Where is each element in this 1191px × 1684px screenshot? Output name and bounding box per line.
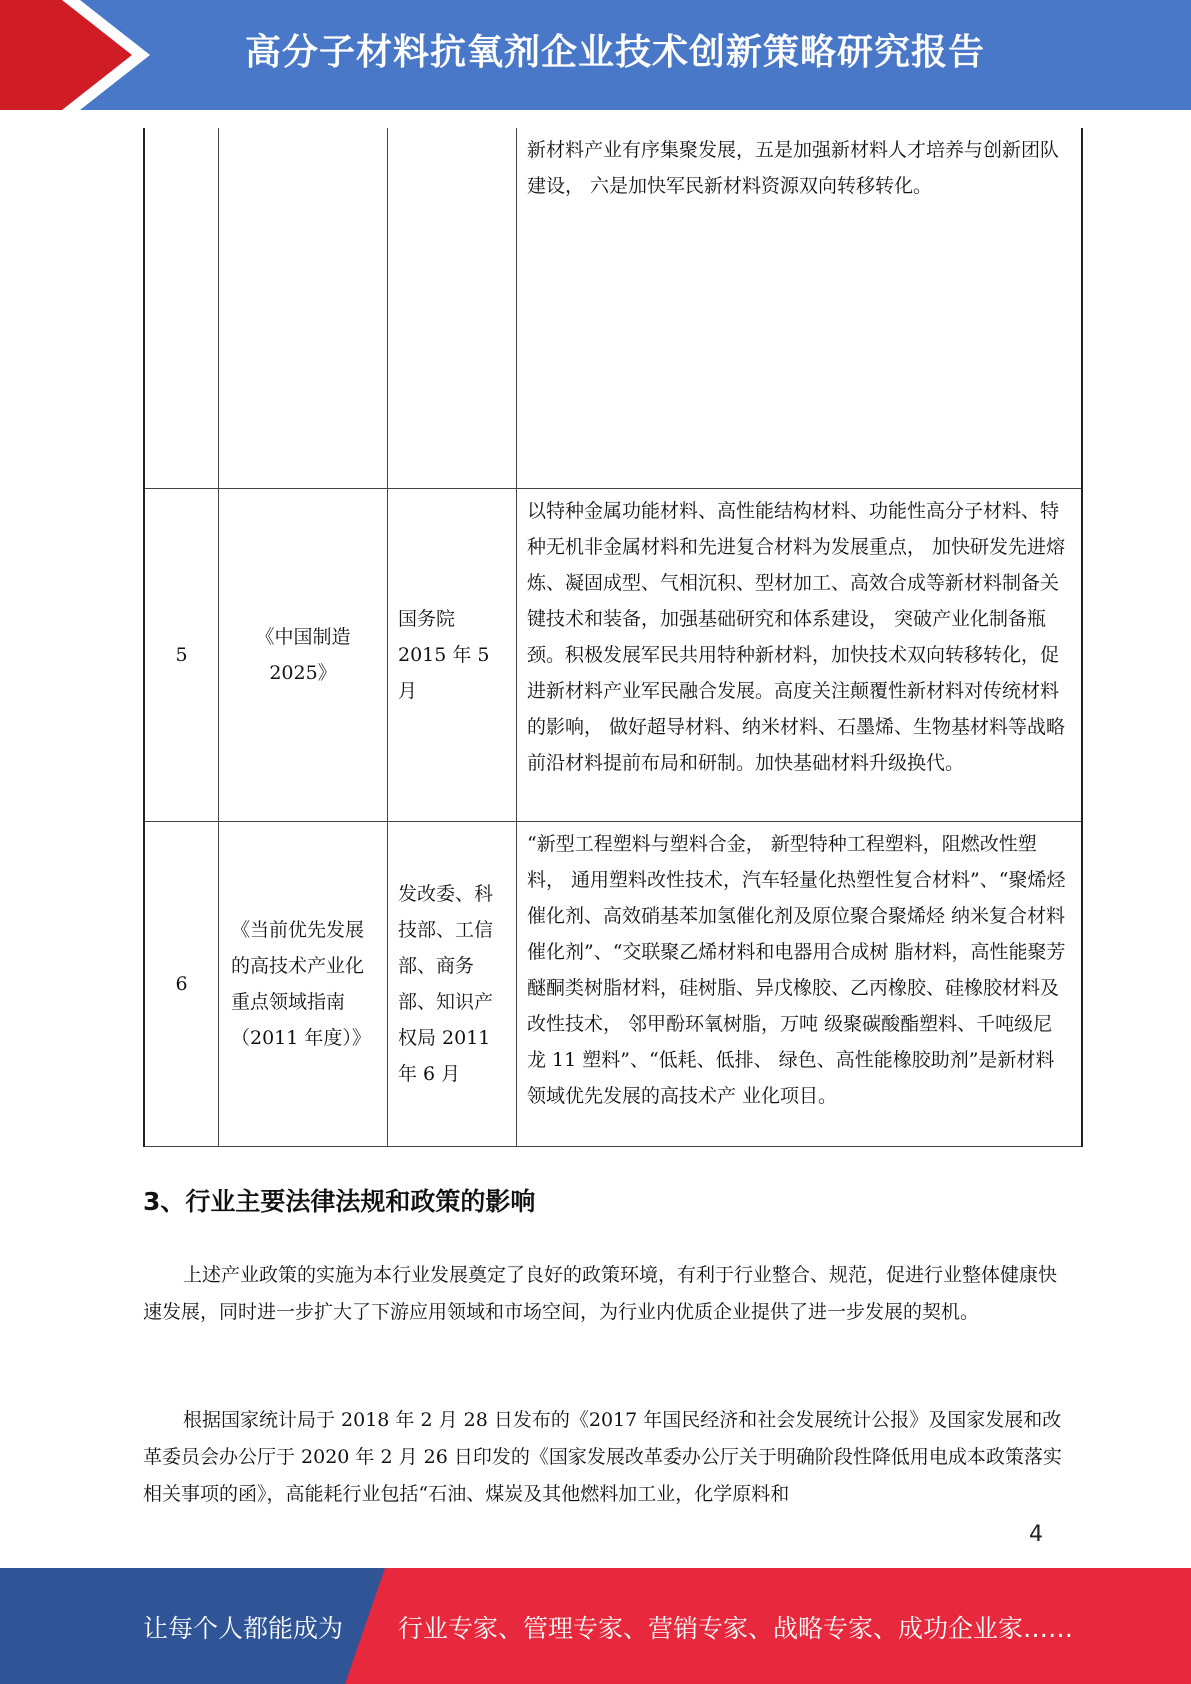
- policy-table: [143, 128, 1083, 1147]
- page-footer: [0, 1568, 1191, 1684]
- table-row: [144, 128, 1082, 488]
- page-number: 4: [1029, 1522, 1043, 1547]
- row-number-cell: [144, 128, 219, 488]
- body-paragraph: 上述产业政策的实施为本行业发展奠定了良好的政策环境，有利于行业整合、规范，促进行业整体健康快速发展，同时进一步扩大了下游应用领域和市场空间，为行业内优质企业提供了进一步发展的契机。: [143, 1264, 1058, 1323]
- issuer-cell: 发改委、科技部、工信部、商务部、知识产权局 2011 年 6 月: [388, 821, 517, 1146]
- policy-content-cell: 新材料产业有序集聚发展，五是加强新材料人才培养与创新团队建设， 六是加快军民新材料资源双向转移转化。: [517, 128, 1083, 488]
- issuer-cell: [388, 488, 517, 821]
- policy-content-cell: “新型工程塑料与塑料合金， 新型特种工程塑料，阻燃改性塑料， 通用塑料改性技术，汽车轻量化热塑性复合材料”、“聚烯烃催化剂、高效硝基苯加氢催化剂及原位聚合聚烯烃 纳米复合材料催化剂”、“交联聚乙烯材料和电器用合成树 脂材料，高性能聚芳醚酮类树脂材料，硅树脂、异戊橡胶、乙丙橡胶、硅橡胶材料及改性技术， 邻甲酚环氧树脂，万吨 级聚碳酸酯塑料、千吨级尼龙 11 塑料”、“低耗、低排、 绿色、高性能橡胶助剂”是新材料领域优先发展的高技术产 业化项目。: [517, 821, 1083, 1146]
- row-number-cell: 5: [144, 488, 219, 821]
- issuer-cell: [388, 128, 517, 488]
- body-paragraph: 根据国家统计局于 2018 年 2 月 28 日发布的《2017 年国民经济和社会发展统计公报》及国家发展和改革委员会办公厅于 2020 年 2 月 26 日印发的《国家发展改革委办公厅关于明确阶段性降低用电成本政策落实相关事项的函》，高能耗行业包括“石油、煤炭及其他燃料加工业，化学原料和: [143, 1409, 1062, 1505]
- section-heading: 3、行业主要法律法规和政策的影响: [143, 1187, 536, 1216]
- report-title: 高分子材料抗氧剂企业技术创新策略研究报告: [245, 32, 986, 73]
- footer-slogan-right: 行业专家、管理专家、营销专家、战略专家、成功企业家……: [398, 1614, 1074, 1643]
- policy-name-text: 《中国制造2025》: [255, 625, 351, 684]
- policy-name-cell: 《当前优先发展的高技术产业化重点领域指南（2011 年度）》: [219, 821, 388, 1146]
- page-header: [0, 0, 1191, 110]
- header-arrow-decoration: [0, 0, 150, 110]
- policy-content-cell: 以特种金属功能材料、高性能结构材料、功能性高分子材料、特种无机非金属材料和先进复合材料为发展重点， 加快研发先进熔炼、凝固成型、气相沉积、型材加工、高效合成等新材料制备关键技术和装备，加强基础研究和体系建设， 突破产业化制备瓶颈。积极发展军民共用特种新材料，加快技术双向转移转化，促进新材料产业军民融合发展。高度关注颠覆性新材料对传统材料的影响， 做好超导材料、纳米材料、石墨烯、生物基材料等战略前沿材料提前布局和研制。加快基础材料升级换代。: [517, 488, 1083, 821]
- policy-name-cell: [219, 488, 388, 821]
- policy-name-cell: [219, 128, 388, 488]
- footer-slogan-left: 让每个人都能成为: [143, 1614, 344, 1643]
- issuer-text: 国务院 2015 年 5 月: [398, 607, 490, 702]
- table-row: [144, 488, 1082, 821]
- table-row: [144, 821, 1082, 1146]
- row-number-cell: 6: [144, 821, 219, 1146]
